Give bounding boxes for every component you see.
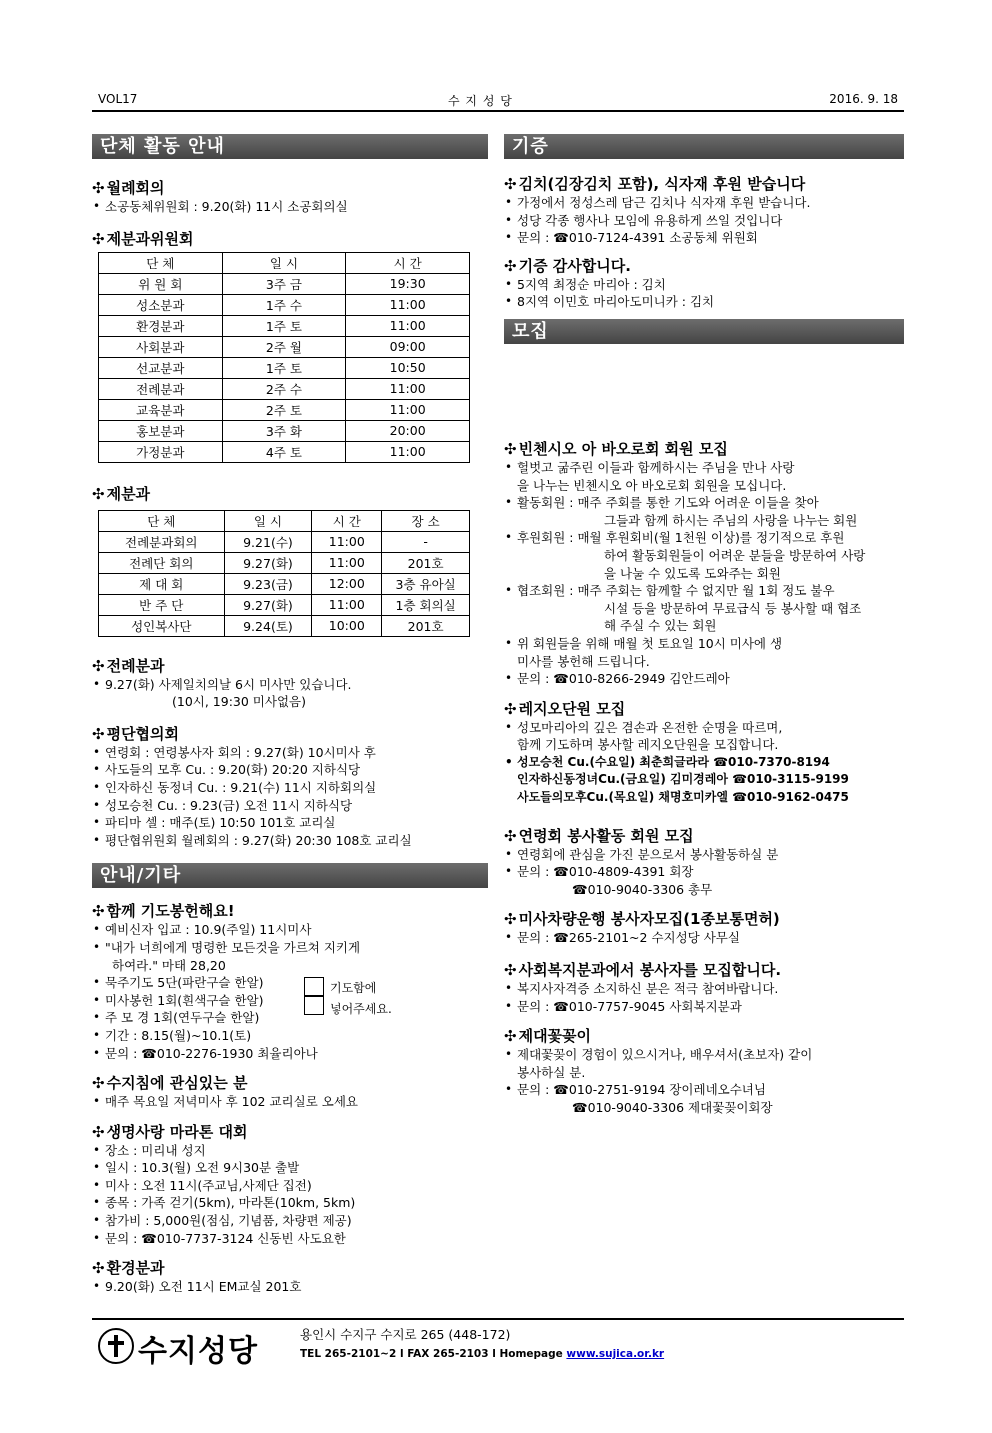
thanks-list xyxy=(504,276,904,311)
env-list xyxy=(92,1278,488,1296)
table-row: 교육분과 2주 토 11:00 xyxy=(99,399,470,420)
cross-icon: ✣ xyxy=(92,179,105,197)
legio-title: ✣ 레지오단원 모집 xyxy=(504,699,626,718)
cross-icon: ✣ xyxy=(504,826,517,845)
list-item: • 기간 : 8.15(월)~10.1(토) xyxy=(92,1027,488,1045)
list-item: • 9.20(화) 오전 11시 EM교실 201호 xyxy=(92,1278,488,1296)
monthly-title: ✣ 월례회의 xyxy=(92,179,165,197)
list-item: • "내가 너희에게 명령한 모든것을 가르쳐 지키게 xyxy=(92,939,488,957)
list-item: • 소공동체위원회 : 9.20(화) 11시 소공회의실 xyxy=(92,198,488,216)
table-header-row: 단 체 일 시 시 간 장 소 xyxy=(99,510,470,531)
committee-title: ✣ 제분과위원회 xyxy=(92,229,194,248)
prayer-box-note: 기도함에 xyxy=(330,981,377,996)
list-cont: 해 주실 수 있는 회원 xyxy=(604,618,717,634)
table-row: 선교분과 1주 토 10:50 xyxy=(99,357,470,378)
list-item: ☎010-9040-3306 총무 xyxy=(572,881,713,897)
list-cont: 을 나눌 수 있도록 도와주는 회원 xyxy=(604,565,781,581)
list-item: • 인자하신 동정녀 Cu. : 9.21(수) 11시 지하회의실 xyxy=(92,779,488,797)
table-row: 사회분과 2주 월 09:00 xyxy=(99,336,470,357)
interest-title: ✣ 수지침에 관심있는 분 xyxy=(92,1074,248,1093)
flower-list xyxy=(504,1046,904,1116)
marathon-list xyxy=(92,1142,488,1248)
banner-donation: 기증 xyxy=(504,134,904,159)
list-item: • 사도들의 모후 Cu. : 9.20(화) 20:20 지하식당 xyxy=(92,761,488,779)
table-row: 제 대 회 9.23(금) 12:00 3층 유아실 xyxy=(99,573,470,594)
cross-icon: ✣ xyxy=(92,902,105,921)
footer-contact-text: TEL 265-2101~2 l FAX 265-2103 l Homepage xyxy=(300,1348,567,1360)
list-item: • 후원회원 : 매월 후원회비(월 1천원 이상)를 정기적으로 후원 xyxy=(504,529,904,547)
list-cont: 함께 기도하며 봉사할 레지오단원을 모집합니다. xyxy=(517,737,779,753)
banner-groups: 단체 활동 안내 xyxy=(92,134,488,159)
cross-icon: ✣ xyxy=(92,656,105,675)
list-item: • 평단협위원회 월례회의 : 9.27(화) 20:30 108호 교리실 xyxy=(92,832,488,850)
list-item: • 일시 : 10.3(월) 오전 9시30분 출발 xyxy=(92,1159,488,1177)
cross-icon: ✣ xyxy=(504,175,517,193)
footer-contact xyxy=(300,1348,664,1360)
cross-icon: ✣ xyxy=(504,910,517,929)
table-row: 위 원 회 3주 금 19:30 xyxy=(99,273,470,294)
header-title: 수 지 성 당 xyxy=(448,94,513,108)
table-header-cell: 일 시 xyxy=(222,252,346,273)
table-row: 전례단 회의 9.27(화) 11:00 201호 xyxy=(99,552,470,573)
table-row: 홍보분과 3주 화 20:00 xyxy=(99,420,470,441)
table-row: 전례분과회의 9.21(수) 11:00 - xyxy=(99,531,470,552)
prayer-box-bracket xyxy=(304,995,324,1015)
list-cont: 그들과 함께 하시는 주님의 사랑을 나누는 회원 xyxy=(604,512,858,528)
banner-info: 안내/기타 xyxy=(92,863,488,888)
list-item: • 주 모 경 1회(연두구슬 한알) xyxy=(92,1009,488,1027)
list-cont: 을 나누는 빈첸시오 아 바오로회 회원을 모십니다. xyxy=(517,477,787,493)
church-logo-icon xyxy=(98,1328,134,1364)
list-item: • 미사 : 오전 11시(주교님,사제단 집전) xyxy=(92,1177,488,1195)
cross-icon: ✣ xyxy=(504,439,517,458)
list-item: • 예비신자 입교 : 10.9(주일) 11시미사 xyxy=(92,921,488,939)
cross-logo-icon xyxy=(100,1330,132,1362)
list-item: • 문의 : ☎010-7757-9045 사회복지분과 xyxy=(504,998,904,1016)
driver-list xyxy=(504,929,904,947)
list-item: • 문의 : ☎010-7737-3124 신동빈 사도요한 xyxy=(92,1230,488,1248)
welfare-list xyxy=(504,980,904,1015)
prayer-title: ✣ 함께 기도봉헌해요! xyxy=(92,902,235,921)
left-column xyxy=(92,134,488,1296)
banner-recruit: 모집 xyxy=(504,319,904,344)
list-item: • 제대꽃꽂이 경험이 있으시거나, 배우셔서(초보자) 같이 xyxy=(504,1046,904,1064)
funeral-title: ✣ 연령회 봉사활동 회원 모집 xyxy=(504,826,694,845)
cross-icon: ✣ xyxy=(504,699,517,718)
cross-icon: ✣ xyxy=(504,1027,517,1046)
list-item: • 9.27(화) 사제일치의날 6시 미사만 있습니다. xyxy=(92,676,488,694)
volume-label: VOL17 xyxy=(98,92,138,106)
list-item: • 매주 목요일 저녁미사 후 102 교리실로 오세요 xyxy=(92,1093,488,1111)
table-row: 전례분과 2주 수 11:00 xyxy=(99,378,470,399)
list-item: ☎010-9040-3306 제대꽃꽂이회장 xyxy=(572,1100,773,1115)
table-header-cell: 단 체 xyxy=(99,252,223,273)
list-item: • 성모마리아의 깊은 겸손과 온전한 순명을 따르며, xyxy=(504,719,904,737)
council-title: ✣ 평단협의회 xyxy=(92,724,180,743)
divisions-title: ✣ 제분과 xyxy=(92,484,151,503)
cross-icon: ✣ xyxy=(92,1259,105,1278)
liturgy-title: ✣ 전례분과 xyxy=(92,656,165,675)
page-header xyxy=(92,90,904,112)
list-item: • 문의 : ☎010-2751-9194 장이레네오수녀님 xyxy=(504,1081,904,1099)
list-item: • 헐벗고 굶주린 이들과 함께하시는 주님을 만나 사랑 xyxy=(504,459,904,477)
list-item: • 참가비 : 5,000원(점심, 기념품, 차량편 제공) xyxy=(92,1212,488,1230)
prayer-box-note: 넣어주세요. xyxy=(330,1002,392,1017)
cross-icon: ✣ xyxy=(504,961,517,980)
kimchi-list xyxy=(504,194,904,247)
funeral-list xyxy=(504,846,904,899)
list-cont: 하여 활동회원들이 어려운 분들을 방문하여 사랑 xyxy=(604,547,866,563)
list-item: • 8지역 이민호 마리아도미니카 : 김치 xyxy=(504,293,904,311)
vincent-title: ✣ 빈첸시오 아 바오로회 회원 모집 xyxy=(504,439,728,458)
list-note: (10시, 19:30 미사없음) xyxy=(172,694,306,710)
prayer-box-bracket xyxy=(304,977,324,997)
list-item: • 가정에서 정성스레 담근 김치나 식자재 후원 받습니다. xyxy=(504,194,904,212)
cross-icon: ✣ xyxy=(92,484,105,503)
legio-list xyxy=(504,719,904,807)
cross-icon: ✣ xyxy=(92,229,105,248)
divisions-table xyxy=(98,510,470,637)
table-row: 반 주 단 9.27(화) 11:00 1층 회의실 xyxy=(99,594,470,615)
list-item: • 문의 : ☎010-8266-2949 김안드레아 xyxy=(504,670,904,688)
list-item: • 장소 : 미리내 성지 xyxy=(92,1142,488,1160)
list-item: • 문의 : ☎010-7124-4391 소공동체 위원회 xyxy=(504,229,904,247)
list-item: • 연령회 : 연령봉사자 회의 : 9.27(화) 10시미사 후 xyxy=(92,744,488,762)
cross-icon: ✣ xyxy=(92,724,105,743)
liturgy-list xyxy=(92,676,488,711)
table-row: 성소분과 1주 수 11:00 xyxy=(99,294,470,315)
table-row: 환경분과 1주 토 11:00 xyxy=(99,315,470,336)
list-item: • 종목 : 가족 걷기(5km), 마라톤(10km, 5km) xyxy=(92,1194,488,1212)
list-item: • 복지사자격증 소지하신 분은 적극 참여바랍니다. xyxy=(504,980,904,998)
list-item: • 연령회에 관심을 가진 분으로서 봉사활동하실 분 xyxy=(504,846,904,864)
list-item: • 협조회원 : 매주 주회는 함께할 수 없지만 월 1회 정도 불우 xyxy=(504,582,904,600)
list-item: • 성모승천 Cu. : 9.23(금) 오전 11시 지하식당 xyxy=(92,797,488,815)
committee-table xyxy=(98,252,470,463)
env-title: ✣ 환경분과 xyxy=(92,1259,165,1278)
list-item: • 묵주기도 5단(파란구슬 한알) xyxy=(92,974,488,992)
list-item: • 성모승천 Cu.(수요일) 최춘희글라라 ☎010-7370-8194 xyxy=(504,754,904,772)
list-cont: 시설 등을 방문하여 무료급식 등 봉사할 때 협조 xyxy=(604,600,862,616)
interest-list xyxy=(92,1093,488,1111)
marathon-title: ✣ 생명사랑 마라톤 대회 xyxy=(92,1122,248,1141)
welfare-title: ✣ 사회복지분과에서 봉사자를 모집합니다. xyxy=(504,961,782,980)
table-header-cell: 시 간 xyxy=(346,252,470,273)
list-item: • 5지역 최정순 마리아 : 김치 xyxy=(504,276,904,294)
homepage-link[interactable]: www.sujica.or.kr xyxy=(566,1348,665,1360)
list-item: • 파티마 셀 : 매주(토) 10:50 101호 교리실 xyxy=(92,814,488,832)
vincent-list xyxy=(504,459,904,688)
list-item: • 문의 : ☎010-2276-1930 최율리아나 xyxy=(92,1045,488,1063)
list-cont: 하여라." 마태 28,20 xyxy=(112,957,226,973)
footer-address: 용인시 수지구 수지로 265 (448-172) xyxy=(300,1327,511,1342)
list-item: • 문의 : ☎265-2101~2 수지성당 사무실 xyxy=(504,929,904,947)
thanks-title: ✣ 기증 감사합니다. xyxy=(504,256,631,275)
list-item: • 활동회원 : 매주 주회를 통한 기도와 어려운 이들을 찾아 xyxy=(504,494,904,512)
right-column xyxy=(504,134,904,1117)
header-date: 2016. 9. 18 xyxy=(829,92,898,106)
cross-icon: ✣ xyxy=(92,1074,105,1093)
prayer-list xyxy=(92,921,488,1062)
table-header-row xyxy=(99,252,470,273)
council-list xyxy=(92,744,488,850)
list-item: • 성당 각종 행사나 모임에 유용하게 쓰일 것입니다 xyxy=(504,212,904,230)
flower-title: ✣ 제대꽃꽂이 xyxy=(504,1027,592,1046)
table-row: 성인복사단 9.24(토) 10:00 201호 xyxy=(99,615,470,636)
driver-title: ✣ 미사차량운행 봉사자모집(1종보통면허) xyxy=(504,910,780,929)
kimchi-title: ✣ 김치(김장김치 포함), 식자재 후원 받습니다 xyxy=(504,175,806,193)
table-row: 가정분과 4주 토 11:00 xyxy=(99,441,470,462)
page-footer xyxy=(92,1318,904,1369)
list-item: • 문의 : ☎010-4809-4391 회장 xyxy=(504,863,904,881)
list-item: • 위 회원들을 위해 매월 첫 토요일 10시 미사에 생 xyxy=(504,635,904,653)
list-item: • 미사봉헌 1회(흰색구슬 한알) xyxy=(92,992,488,1010)
list-cont: 봉사하실 분. xyxy=(517,1064,586,1080)
monthly-list xyxy=(92,198,488,216)
prayer-block xyxy=(92,921,488,1062)
cross-icon: ✣ xyxy=(92,1122,105,1141)
cross-icon: ✣ xyxy=(504,256,517,275)
church-logo-text: 수지성당 xyxy=(138,1334,258,1369)
list-item: 사도들의모후Cu.(목요일) 채명호미카엘 ☎010-9162-0475 xyxy=(517,790,849,805)
list-item: 인자하신동정녀Cu.(금요일) 김미경레아 ☎010-3115-9199 xyxy=(517,772,849,787)
list-cont: 미사를 봉헌해 드립니다. xyxy=(517,653,650,669)
